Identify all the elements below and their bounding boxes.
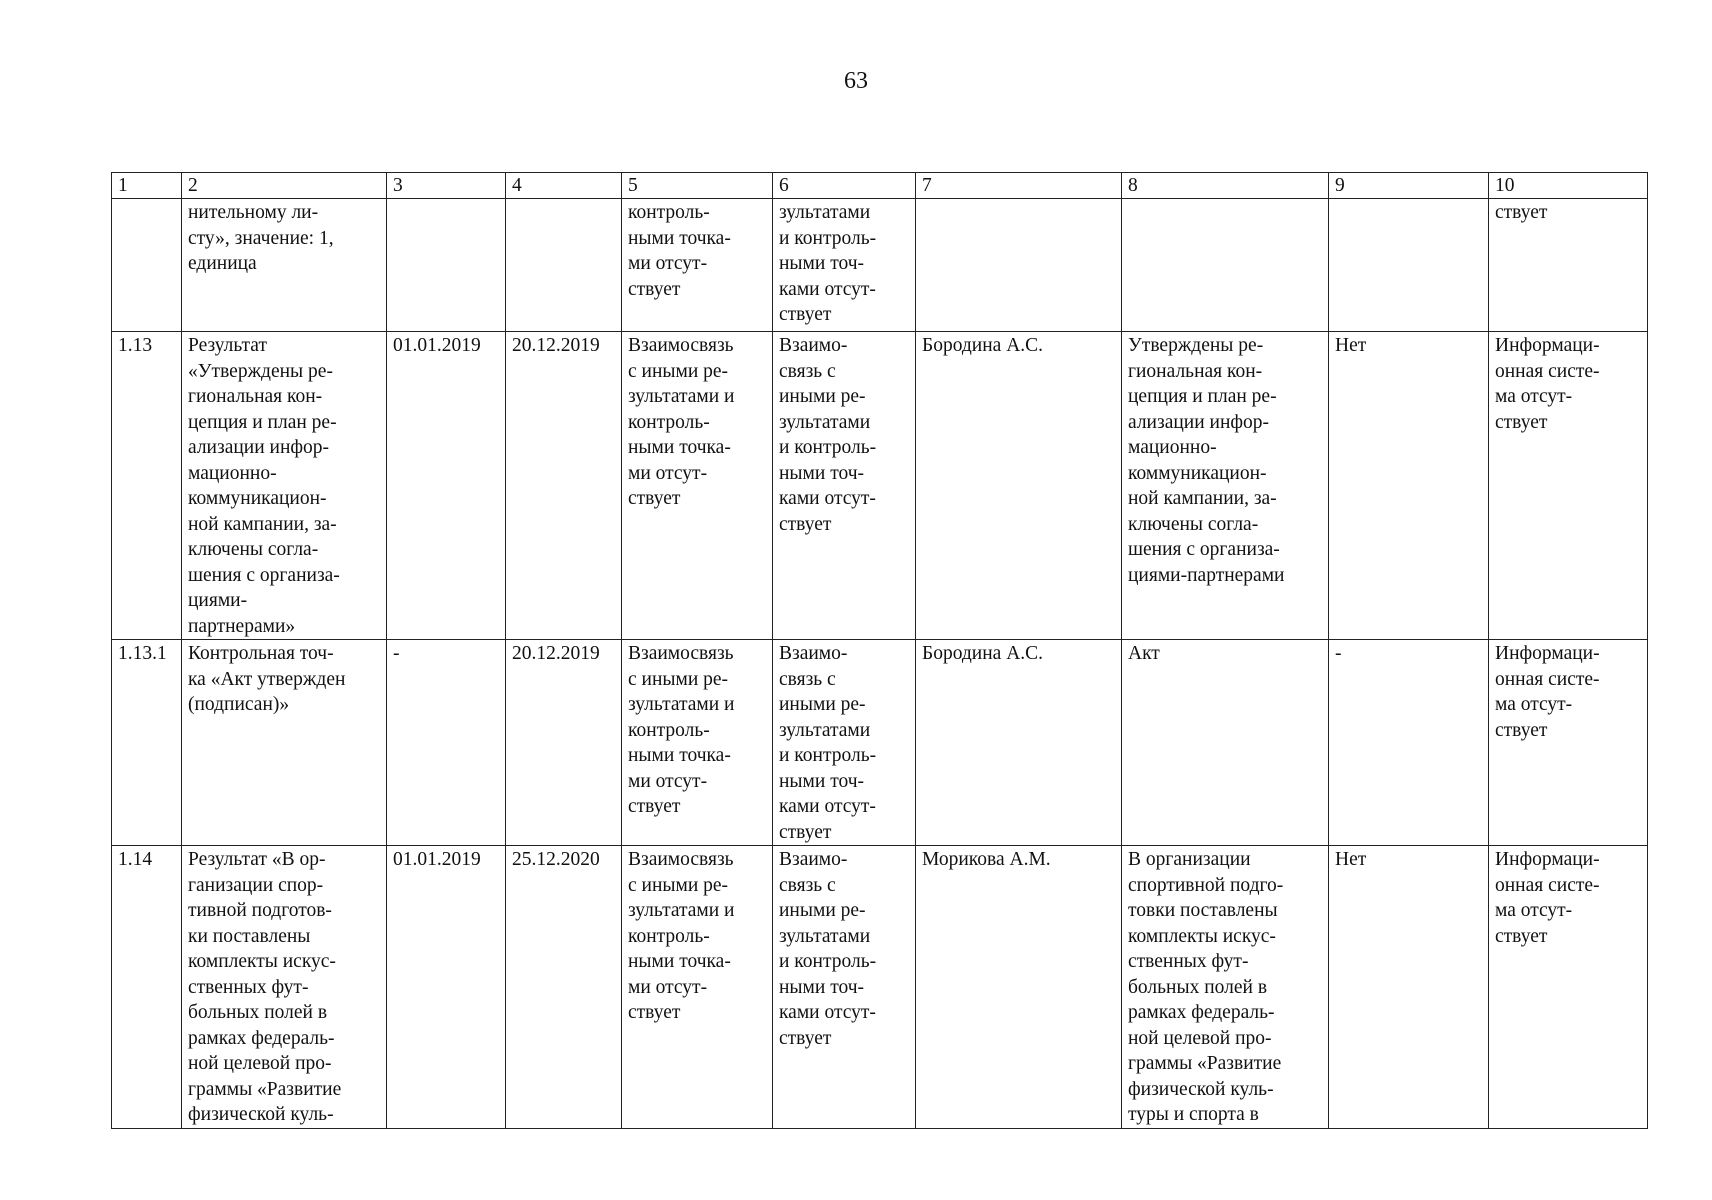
cell-line: зультатами <box>779 202 871 223</box>
header-cell: 6 <box>773 173 916 199</box>
cell-end-date <box>506 199 622 332</box>
cell-line: контроль- <box>628 411 710 433</box>
cell-info-system <box>1489 640 1648 846</box>
cell-line: онная систе- <box>1495 668 1600 690</box>
cell-line: ствует <box>628 1002 681 1023</box>
cell-line: туры и спорта в <box>1128 1104 1259 1125</box>
cell-line: ными точ- <box>779 253 864 274</box>
cell-line: больных полей в <box>188 1002 328 1023</box>
page-number: 63 <box>844 68 868 94</box>
cell-line: ными точка- <box>628 951 731 972</box>
cell-line: ными точ- <box>779 770 864 792</box>
cell-line: ма отсут- <box>1495 900 1573 921</box>
table-row <box>112 332 1648 640</box>
cell-line: контроль- <box>628 719 710 741</box>
cell-line: физической куль- <box>188 1104 334 1125</box>
cell-level <box>1329 199 1489 332</box>
header-cell: 4 <box>506 173 622 199</box>
cell-line: Взаимосвязь <box>628 849 734 870</box>
cell-line: гиональная кон- <box>1128 360 1263 382</box>
cell-line: контроль- <box>628 925 710 947</box>
cell-line: спортивной подго- <box>1128 874 1284 896</box>
cell-line: с иными ре- <box>628 874 729 896</box>
cell-line: Результат «В ор- <box>188 849 326 870</box>
cell-line: шения с организа- <box>1128 539 1280 560</box>
cell-line: зультатами и <box>628 900 735 921</box>
cell-line: ми отсут- <box>628 462 708 484</box>
cell-responsible: Морикова А.М. <box>916 846 1122 1129</box>
header-cell: 5 <box>622 173 773 199</box>
cell-info-system <box>1489 846 1648 1129</box>
cell-responsible: Бородина А.С. <box>916 640 1122 846</box>
cell-end-date: 25.12.2020 <box>506 846 622 1129</box>
cell-line: и контроль- <box>779 951 877 972</box>
header-cell: 8 <box>1122 173 1329 199</box>
cell-line: Взаимосвязь <box>628 643 734 664</box>
cell-line: ной кампании, за- <box>1128 488 1277 509</box>
cell-line: цепция и план ре- <box>188 411 337 433</box>
cell-line: «Утверждены ре- <box>188 360 333 382</box>
table-row <box>112 846 1648 1129</box>
cell-line: ма отсут- <box>1495 694 1573 715</box>
cell-link-points <box>773 640 916 846</box>
cell-info-system <box>1489 332 1648 640</box>
cell-line: с иными ре- <box>628 360 729 382</box>
results-table <box>111 172 1648 1129</box>
cell-link-points <box>773 199 916 332</box>
cell-line: ствует <box>1495 411 1548 433</box>
cell-line: ными точка- <box>628 227 731 249</box>
cell-number: 1.13 <box>112 332 182 640</box>
cell-start-date: - <box>387 640 506 846</box>
cell-line: граммы «Развитие <box>188 1078 342 1100</box>
cell-line: ной целевой про- <box>188 1053 332 1074</box>
cell-line: Информаци- <box>1495 849 1600 870</box>
cell-result-type <box>1122 332 1329 640</box>
cell-name <box>182 199 387 332</box>
cell-line: ствует <box>779 1027 832 1049</box>
cell-line: ками отсут- <box>779 488 876 509</box>
cell-info-system <box>1489 199 1648 332</box>
cell-line: и контроль- <box>779 437 877 458</box>
cell-name <box>182 846 387 1129</box>
cell-line: ключены согла- <box>188 539 319 560</box>
header-cell: 9 <box>1329 173 1489 199</box>
cell-line: гиональная кон- <box>188 386 323 407</box>
cell-responsible <box>916 199 1122 332</box>
cell-line: граммы «Развитие <box>1128 1053 1282 1074</box>
cell-line: и контроль- <box>779 745 877 766</box>
cell-line: ными точ- <box>779 976 864 998</box>
cell-line: Акт <box>1128 643 1160 664</box>
cell-result-type <box>1122 846 1329 1129</box>
cell-number: 1.14 <box>112 846 182 1129</box>
cell-link-results <box>622 640 773 846</box>
cell-line: ки поставлены <box>188 925 311 947</box>
header-cell: 10 <box>1489 173 1648 199</box>
cell-line: контроль- <box>628 202 710 223</box>
cell-line: цепция и план ре- <box>1128 386 1277 407</box>
cell-line: Информаци- <box>1495 643 1600 664</box>
cell-link-points <box>773 846 916 1129</box>
cell-line: ганизации спор- <box>188 874 324 896</box>
cell-end-date: 20.12.2019 <box>506 332 622 640</box>
cell-number: 1.13.1 <box>112 640 182 846</box>
table-row <box>112 640 1648 846</box>
cell-number <box>112 199 182 332</box>
cell-line: ствует <box>628 278 681 300</box>
cell-line: и контроль- <box>779 227 877 249</box>
cell-line: зультатами и <box>628 386 735 407</box>
cell-result-type <box>1122 199 1329 332</box>
cell-level: Нет <box>1329 846 1489 1129</box>
cell-line: единица <box>188 253 257 274</box>
cell-line: с иными ре- <box>628 668 729 690</box>
cell-level: Нет <box>1329 332 1489 640</box>
cell-start-date <box>387 199 506 332</box>
cell-line: ствует <box>1495 202 1548 223</box>
cell-line: ными точ- <box>779 462 864 484</box>
cell-line: зультатами и <box>628 694 735 715</box>
cell-line: ми отсут- <box>628 253 708 274</box>
cell-line: ствует <box>628 796 681 817</box>
cell-line: ками отсут- <box>779 796 876 817</box>
cell-line: ной кампании, за- <box>188 513 337 535</box>
cell-line: сту», значение: 1, <box>188 227 334 249</box>
cell-line: зультатами <box>779 411 871 433</box>
cell-line: иными ре- <box>779 694 866 715</box>
cell-line: ма отсут- <box>1495 386 1573 407</box>
cell-line: коммуникацион- <box>1128 462 1267 484</box>
cell-line: физической куль- <box>1128 1078 1274 1100</box>
cell-line: ными точка- <box>628 437 731 458</box>
cell-line: комплекты искус- <box>1128 925 1276 947</box>
cell-line: партнерами» <box>188 615 296 637</box>
cell-line: тивной подготов- <box>188 900 332 921</box>
cell-line: нительному ли- <box>188 202 319 223</box>
cell-level: - <box>1329 640 1489 846</box>
cell-line: ствует <box>779 304 832 325</box>
cell-line: ми отсут- <box>628 976 708 998</box>
cell-line: рамках федераль- <box>188 1027 335 1049</box>
cell-line: связь с <box>779 668 836 690</box>
cell-line: больных полей в <box>1128 976 1268 998</box>
cell-line: онная систе- <box>1495 874 1600 896</box>
cell-result-type <box>1122 640 1329 846</box>
cell-link-results <box>622 846 773 1129</box>
cell-line: ной целевой про- <box>1128 1027 1272 1049</box>
table-header-row <box>112 173 1648 199</box>
cell-line: мационно- <box>1128 437 1217 458</box>
cell-line: мационно- <box>188 462 277 484</box>
cell-end-date: 20.12.2019 <box>506 640 622 846</box>
header-cell: 7 <box>916 173 1122 199</box>
cell-line: коммуникацион- <box>188 488 327 509</box>
cell-line: ками отсут- <box>779 278 876 300</box>
cell-line: (подписан)» <box>188 694 290 715</box>
cell-line: ствует <box>628 488 681 509</box>
cell-line: В организации <box>1128 849 1251 870</box>
cell-line: Результат <box>188 335 267 356</box>
cell-responsible: Бородина А.С. <box>916 332 1122 640</box>
cell-link-points <box>773 332 916 640</box>
cell-line: ственных фут- <box>1128 951 1249 972</box>
cell-line: онная систе- <box>1495 360 1600 382</box>
cell-line: Информаци- <box>1495 335 1600 356</box>
cell-line: ализации инфор- <box>1128 411 1270 433</box>
cell-line: ственных фут- <box>188 976 309 998</box>
cell-line: циями- <box>188 590 248 611</box>
cell-line: рамках федераль- <box>1128 1002 1275 1023</box>
cell-line: Утверждены ре- <box>1128 335 1264 356</box>
cell-line: иными ре- <box>779 900 866 921</box>
cell-line: Взаимосвязь <box>628 335 734 356</box>
cell-line: зультатами <box>779 925 871 947</box>
cell-link-results <box>622 332 773 640</box>
cell-line: связь с <box>779 360 836 382</box>
cell-link-results <box>622 199 773 332</box>
cell-line: ствует <box>1495 719 1548 741</box>
cell-line: ка «Акт утвержден <box>188 668 346 690</box>
cell-line: ключены согла- <box>1128 513 1259 535</box>
cell-line: Контрольная точ- <box>188 643 334 664</box>
cell-name <box>182 332 387 640</box>
cell-line: ными точка- <box>628 745 731 766</box>
cell-line: ствует <box>779 513 832 535</box>
cell-line: Взаимо- <box>779 335 848 356</box>
cell-line: циями-партнерами <box>1128 564 1285 586</box>
cell-line: Взаимо- <box>779 643 848 664</box>
cell-line: ми отсут- <box>628 770 708 792</box>
cell-line: ализации инфор- <box>188 437 330 458</box>
cell-line: шения с организа- <box>188 564 340 586</box>
cell-name <box>182 640 387 846</box>
header-cell: 3 <box>387 173 506 199</box>
cell-line: Взаимо- <box>779 849 848 870</box>
cell-line: ками отсут- <box>779 1002 876 1023</box>
cell-line: ствует <box>779 821 832 843</box>
cell-line: зультатами <box>779 719 871 741</box>
cell-line: товки поставлены <box>1128 900 1278 921</box>
cell-start-date: 01.01.2019 <box>387 332 506 640</box>
cell-line: ствует <box>1495 925 1548 947</box>
cell-line: комплекты искус- <box>188 951 336 972</box>
cell-start-date: 01.01.2019 <box>387 846 506 1129</box>
cell-line: связь с <box>779 874 836 896</box>
table-row <box>112 199 1648 332</box>
header-cell: 2 <box>182 173 387 199</box>
header-cell: 1 <box>112 173 182 199</box>
cell-line: иными ре- <box>779 386 866 407</box>
